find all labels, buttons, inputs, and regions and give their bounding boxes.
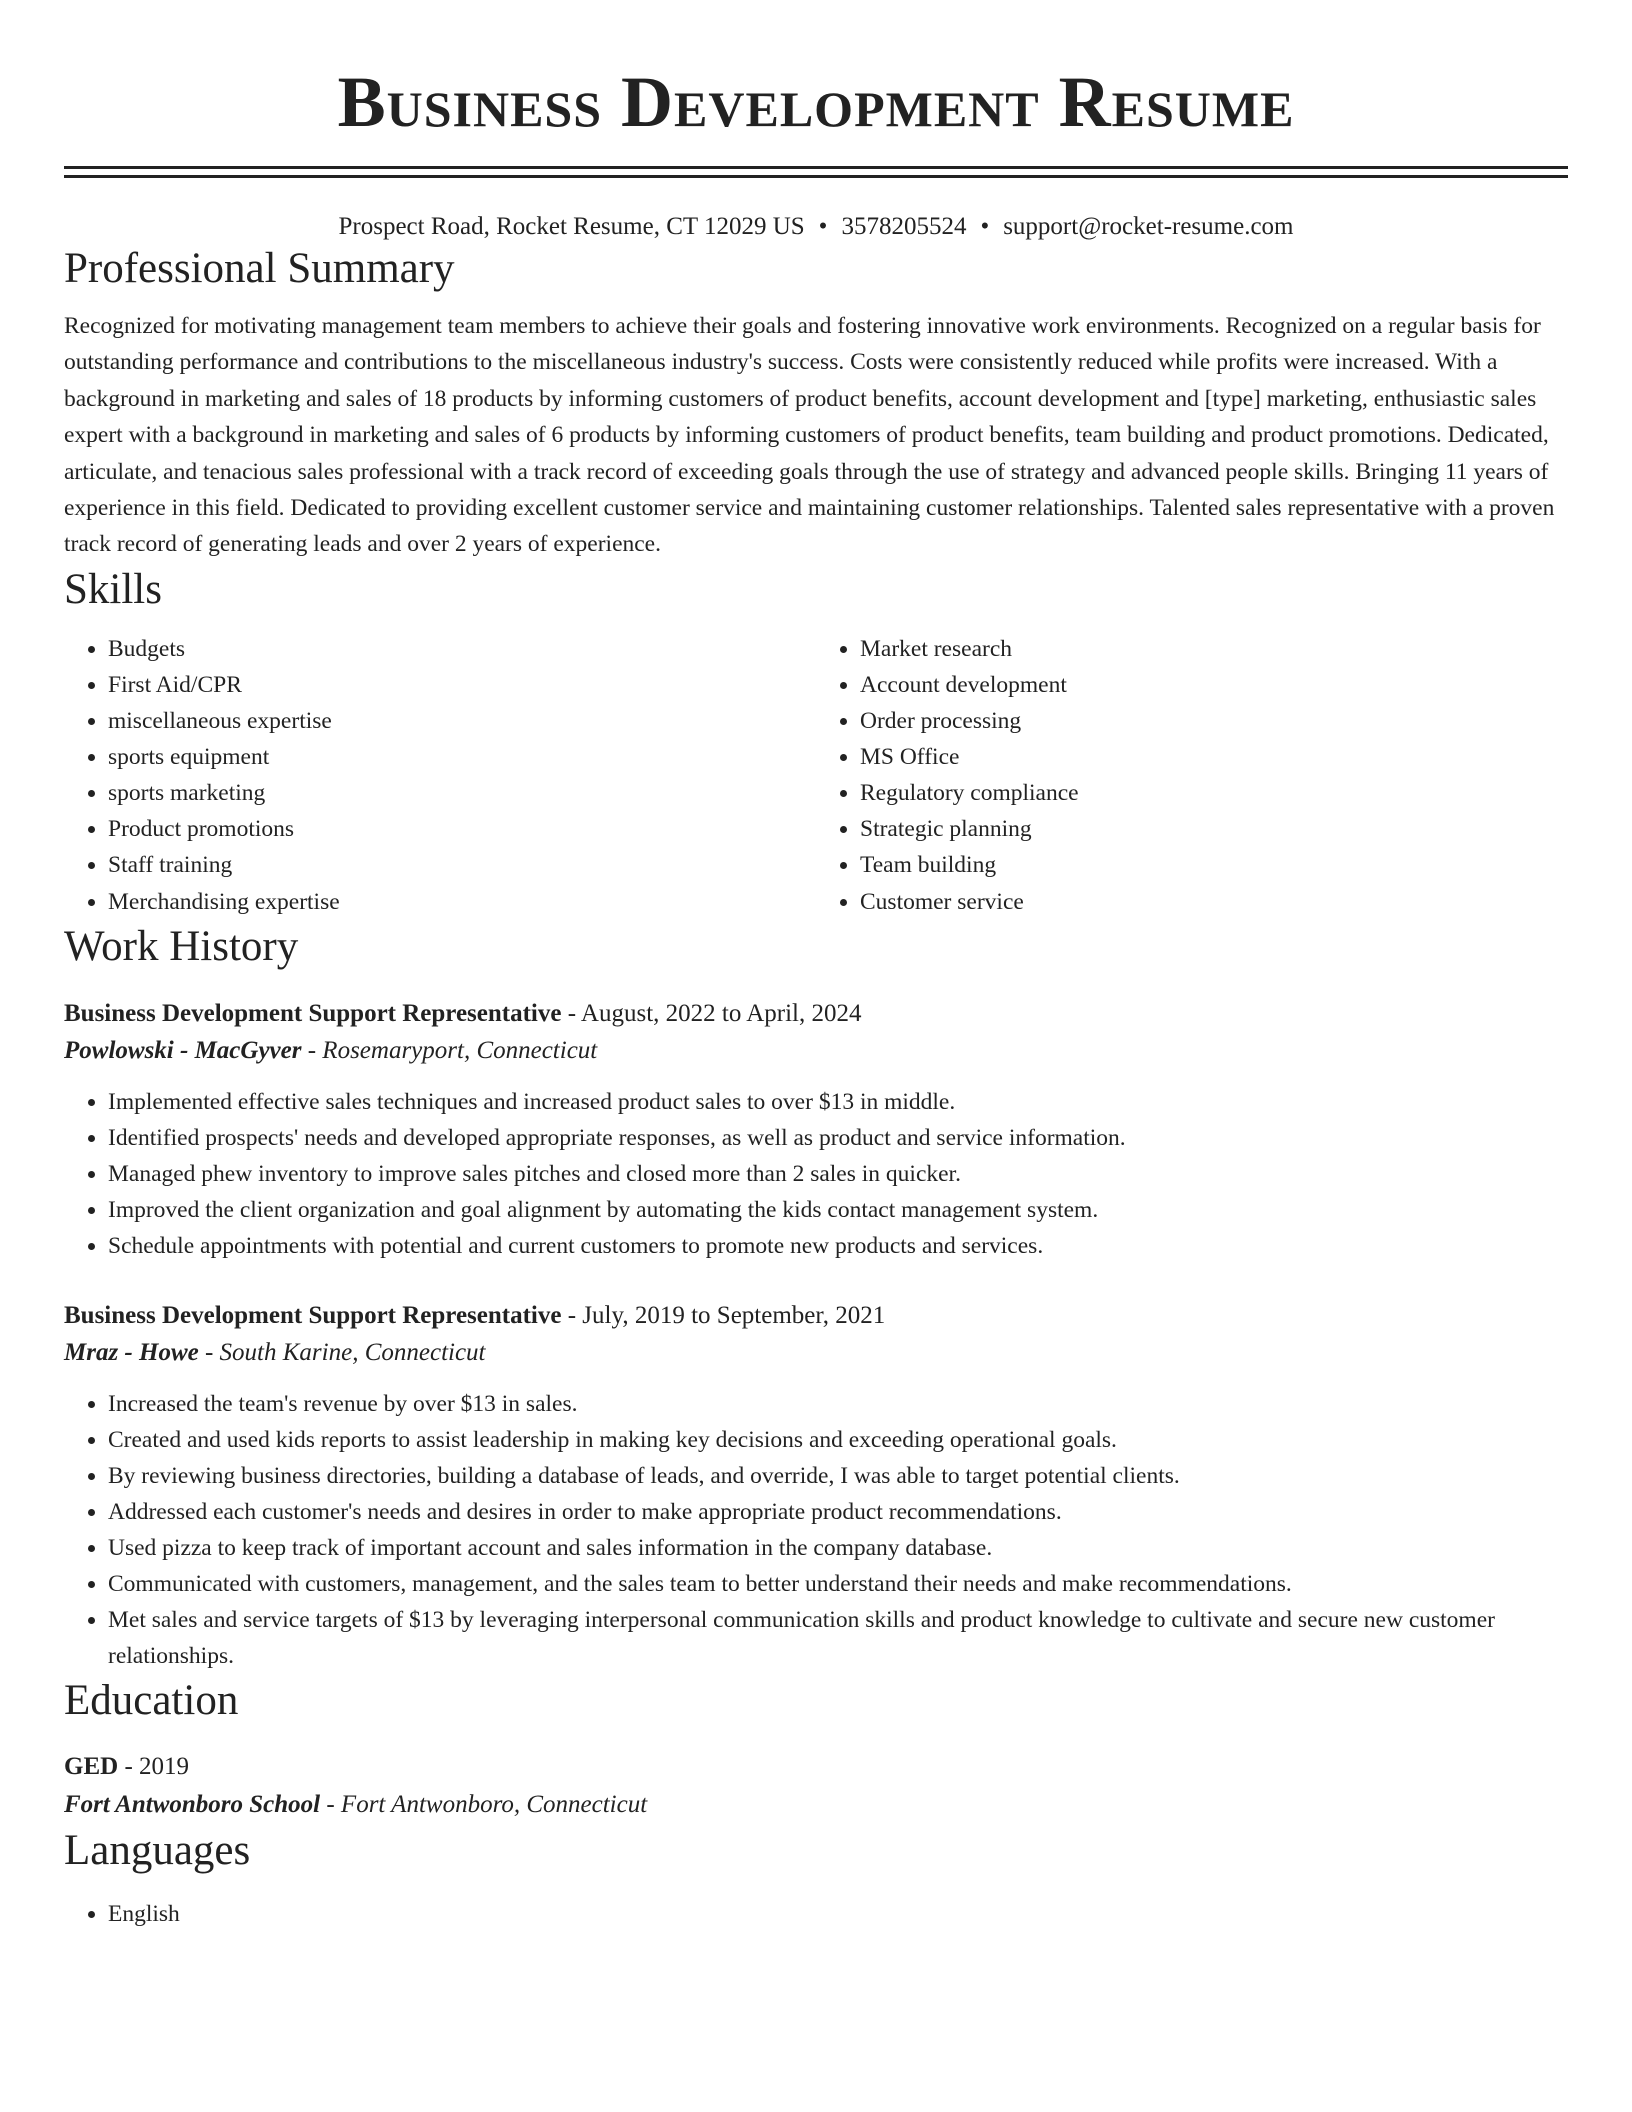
skill-item: • MS Office: [860, 739, 1568, 775]
title-divider-bottom: [64, 175, 1568, 178]
job-location: - Rosemaryport, Connecticut: [301, 1036, 598, 1064]
skill-item: • First Aid/CPR: [108, 667, 816, 703]
skill-item: • Account development: [860, 667, 1568, 703]
job-company: Mraz - Howe: [64, 1338, 199, 1366]
page-title: Business Development Resume: [337, 62, 1295, 142]
skill-item: • Merchandising expertise: [108, 884, 816, 920]
job-bullet: • By reviewing business directories, building a database of leads, and override, I was able to target potential clients.: [108, 1458, 1568, 1494]
job-employer: [64, 1032, 1568, 1070]
summary-heading: Professional Summary: [64, 245, 455, 292]
job-title: Business Development Support Representative: [64, 1301, 562, 1329]
skill-item: • miscellaneous expertise: [108, 703, 816, 739]
skill-item: • sports equipment: [108, 739, 816, 775]
job-dates: - August, 2022 to April, 2024: [561, 999, 862, 1027]
job-location: - South Karine, Connecticut: [198, 1338, 486, 1366]
contact-separator: •: [980, 213, 990, 240]
education-school: Fort Antwonboro School: [64, 1790, 321, 1818]
job-bullet: • Created and used kids reports to assist leadership in making key decisions and exceeding operational goals.: [108, 1422, 1568, 1458]
job-bullet: • Identified prospects' needs and developed appropriate responses, as well as product and service information.: [108, 1120, 1568, 1156]
skill-item: • Market research: [860, 631, 1568, 667]
contact-email: support@rocket-resume.com: [1003, 213, 1294, 240]
title-divider-top: [64, 166, 1568, 169]
job-employer: [64, 1334, 1568, 1372]
skill-item: • Team building: [860, 847, 1568, 883]
job-bullet: • Improved the client organization and goal alignment by automating the kids contact management system.: [108, 1192, 1568, 1228]
job-bullet: • Used pizza to keep track of important account and sales information in the company database.: [108, 1530, 1568, 1566]
language-item: • English: [108, 1896, 1568, 1932]
languages-section: [64, 1896, 1568, 1932]
education-school-line: [64, 1786, 1568, 1824]
languages-heading: Languages: [64, 1826, 251, 1874]
skills-column-right: [816, 631, 1568, 920]
job-bullet: • Managed phew inventory to improve sales pitches and closed more than 2 sales in quicker.: [108, 1156, 1568, 1192]
summary-text: Recognized for motivating management team members to achieve their goals and fostering innovative work environments. Recognized on a regular basis for outstanding performance and contributions to the miscellaneous industry's success. Costs were consistently reduced while profits were increased. With a background in marketing and sales of 18 products by informing customers of product benefits, account development and [type] marketing, enthusiastic sales expert with a background in marketing and sales of 6 products by informing customers of product benefits, team building and product promotions. Dedicated, articulate, and tenacious sales professional with a track record of exceeding goals through the use of strategy and advanced people skills. Bringing 11 years of experience in this field. Dedicated to providing excellent customer service and maintaining customer relationships. Talented sales representative with a proven track record of generating leads and over 2 years of experience.: [64, 313, 1555, 558]
skill-item: • sports marketing: [108, 775, 816, 811]
skills-column-left: [64, 631, 816, 920]
skill-item: • Customer service: [860, 884, 1568, 920]
skill-item: • Order processing: [860, 703, 1568, 739]
skill-item: • Regulatory compliance: [860, 775, 1568, 811]
languages-list: [64, 1896, 1568, 1932]
contact-phone: 3578205524: [841, 213, 967, 240]
job-title: Business Development Support Representative: [64, 999, 562, 1027]
skill-item: • Budgets: [108, 631, 816, 667]
job-entry: [64, 1298, 1568, 1674]
job-bullet: • Communicated with customers, management, and the sales team to better understand their needs and make recommendations.: [108, 1566, 1568, 1602]
job-bullet: • Increased the team's revenue by over $13 in sales.: [108, 1386, 1568, 1422]
job-entry: [64, 996, 1568, 1264]
job-bullets: [64, 1084, 1568, 1264]
job-dates: - July, 2019 to September, 2021: [561, 1301, 886, 1329]
education-degree: GED: [64, 1752, 119, 1780]
job-bullet: • Addressed each customer's needs and desires in order to make appropriate product recommendations.: [108, 1494, 1568, 1530]
skills-list: [64, 631, 1568, 920]
job-header: [64, 1298, 1568, 1334]
contact-line: [64, 212, 1568, 242]
skills-heading: Skills: [64, 565, 162, 613]
education-year: - 2019: [118, 1752, 190, 1780]
work-history-heading: Work History: [64, 922, 299, 970]
education-heading: Education: [64, 1676, 239, 1724]
skill-item: • Strategic planning: [860, 811, 1568, 847]
job-bullet: • Schedule appointments with potential and current customers to promote new products and services.: [108, 1228, 1568, 1264]
education-degree-line: [64, 1748, 1568, 1786]
education-location: - Fort Antwonboro, Connecticut: [320, 1790, 648, 1818]
contact-separator: •: [818, 213, 828, 240]
job-bullet: • Implemented effective sales techniques and increased product sales to over $13 in middle.: [108, 1084, 1568, 1120]
job-bullet: • Met sales and service targets of $13 by leveraging interpersonal communication skills and product knowledge to cultivate and secure new customer relationships.: [108, 1602, 1568, 1674]
job-bullets: [64, 1386, 1568, 1674]
contact-address: Prospect Road, Rocket Resume, CT 12029 US: [338, 213, 805, 240]
job-header: [64, 996, 1568, 1032]
job-company: Powlowski - MacGyver: [64, 1036, 302, 1064]
education-entry: [64, 1748, 1568, 1824]
skill-item: • Product promotions: [108, 811, 816, 847]
skill-item: • Staff training: [108, 847, 816, 883]
